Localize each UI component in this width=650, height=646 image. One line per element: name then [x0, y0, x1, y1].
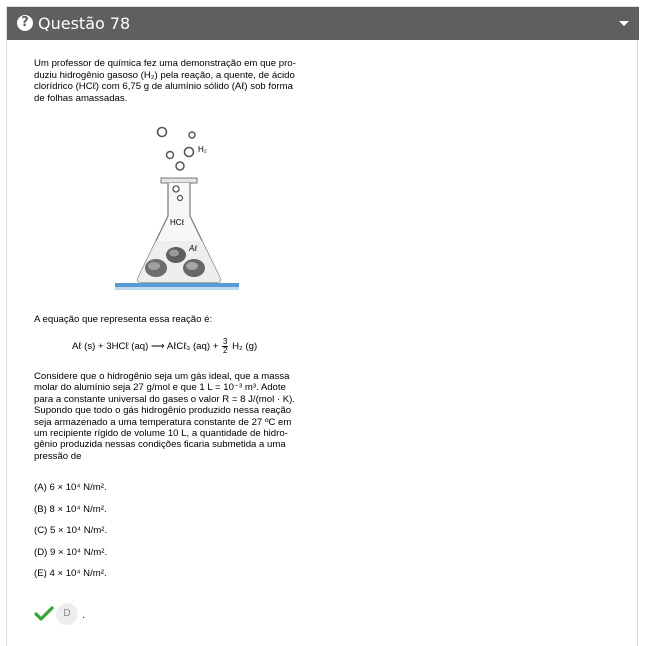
coefficient-fraction: [222, 338, 228, 355]
question-intro: [34, 58, 319, 115]
flask-rim: [161, 178, 197, 183]
body-line: um recipiente rígido de volume 10 L, a quantidade de hidro-: [34, 428, 288, 440]
flask-base: [115, 283, 239, 287]
reaction-arrow-icon: ⟶: [150, 341, 165, 353]
question-title: Questão 78: [38, 14, 131, 33]
question-body: [34, 371, 321, 462]
body-line: Considere que o hidrogênio seja um gás ideal, que a massa: [34, 371, 290, 382]
option-c[interactable]: (C) 5 × 10⁴ N/m².: [34, 525, 108, 536]
metal-label: Aℓ: [189, 244, 197, 253]
question-panel-header[interactable]: [7, 7, 639, 40]
fraction-numerator: 3: [223, 337, 228, 346]
gas-bubble: [176, 162, 184, 170]
body-line: seja armazenado a uma temperatura constante de 27 ºC em: [34, 416, 292, 428]
answer-options: [34, 481, 107, 589]
equation-product-2: H₂ (g): [232, 341, 258, 353]
caret-down-icon[interactable]: [619, 21, 629, 26]
body-line: pressão de: [34, 450, 82, 462]
answer-letter-badge: D: [56, 603, 78, 625]
gas-bubble: [189, 132, 195, 138]
body-line: Supondo que todo o gás hidrogênio produzido nessa reação: [34, 405, 292, 417]
chemical-equation: [72, 338, 257, 355]
intro-line: Um professor de química fez uma demonstração em que pro-: [34, 58, 296, 69]
gas-bubble: [173, 186, 179, 192]
fraction-denominator: 2: [223, 346, 228, 355]
intro-line: duziu hidrogênio gasoso (H₂) pela reação, a quente, de ácido: [34, 69, 295, 81]
option-b[interactable]: (B) 8 × 10⁴ N/m².: [34, 503, 107, 515]
gas-bubble: [167, 152, 174, 159]
gas-label: H₂: [198, 145, 207, 154]
option-d[interactable]: (D) 9 × 10⁴ N/m².: [34, 546, 108, 558]
equation-reactants: Aℓ (s) + 3HCℓ (aq): [72, 341, 149, 353]
intro-line: de folhas amassadas.: [34, 92, 128, 104]
body-line: para a constante universal do gases o valor R = 8 J/(mol · K).: [34, 393, 296, 405]
intro-line: clorídrico (HCℓ) com 6,75 g de alumínio sólido (Aℓ) sob forma: [34, 81, 293, 92]
gas-bubble: [185, 148, 194, 157]
body-line: molar do alumínio seja 27 g/mol e que 1 L = 10⁻³ m³. Adote: [34, 382, 286, 394]
flask-illustration: [110, 122, 240, 298]
flask-base-shadow: [115, 287, 239, 290]
equation-product-1: AℓCℓ₃ (aq) +: [166, 341, 219, 353]
question-circle-icon: ?: [17, 15, 33, 31]
option-a[interactable]: (A) 6 × 10⁴ N/m².: [34, 482, 107, 493]
answer-suffix: .: [82, 607, 86, 621]
acid-label: HCℓ: [170, 218, 185, 227]
question-statement: [34, 58, 319, 115]
gas-bubble: [158, 128, 167, 137]
option-e[interactable]: (E) 4 × 10⁴ N/m².: [34, 568, 107, 579]
gas-bubble: [178, 196, 183, 201]
body-line: gênio produzida nessas condições ficaria submetida a uma: [34, 439, 286, 451]
check-icon: [34, 605, 54, 623]
equation-intro: A equação que representa essa reação é:: [34, 314, 213, 325]
